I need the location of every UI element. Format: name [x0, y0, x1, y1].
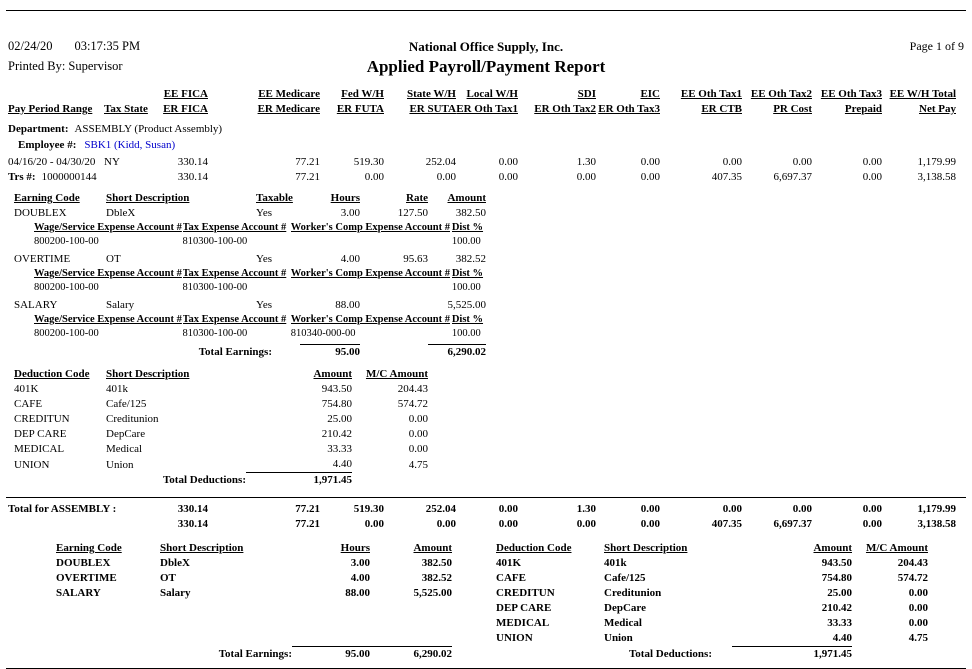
col-header-ee-fica: EE FICA — [163, 88, 208, 100]
expense-accounts — [14, 313, 486, 344]
summary-earnings-header — [56, 541, 452, 556]
er-fica-value: 330.14 — [177, 171, 208, 183]
prepaid-value: 0.00 — [862, 171, 882, 183]
department-total-row — [8, 517, 956, 532]
earning-code: SALARY — [14, 299, 58, 311]
amount-header: Amount — [447, 192, 486, 204]
deduction-row — [14, 442, 428, 457]
page-indicator: Page 1 of 9 — [909, 39, 964, 53]
deduction-desc: DepCare — [106, 428, 146, 440]
col-header-ee-oth-tax2: EE Oth Tax2 — [750, 88, 812, 100]
eic-value: 0.00 — [640, 156, 660, 168]
ee-oth-tax2-value: 0.00 — [792, 156, 812, 168]
expense-accounts — [14, 221, 486, 252]
earnings-header-row — [14, 191, 486, 206]
employee-line — [18, 138, 972, 153]
summary-earning-row — [56, 571, 452, 586]
earning-row — [14, 206, 486, 221]
deduction-desc: Creditunion — [106, 413, 159, 425]
deduction-code: UNION — [496, 632, 533, 644]
earnings-total-label: Total Earnings: — [198, 346, 272, 358]
total-ee-wh-total: 1,179.99 — [917, 503, 956, 515]
tax-header-row-1 — [8, 87, 956, 102]
department-value: ASSEMBLY (Product Assembly) — [74, 123, 223, 135]
deduction-amount: 33.33 — [327, 443, 352, 455]
dist-pct-header: Dist % — [451, 268, 484, 279]
earning-code: OVERTIME — [56, 572, 117, 584]
deduction-row — [14, 457, 428, 473]
pay-period-table — [8, 155, 956, 185]
short-description-header: Short Description — [160, 542, 244, 554]
col-header-ee-oth-tax1: EE Oth Tax1 — [680, 88, 742, 100]
earning-code-header: Earning Code — [56, 542, 122, 554]
wage-expense-header: Wage/Service Expense Account # — [34, 222, 182, 233]
tax-expense-header: Tax Expense Account # — [182, 314, 287, 325]
earning-code: OVERTIME — [14, 253, 71, 265]
dist-pct-value: 100.00 — [451, 282, 481, 293]
deduction-mc-amount: 0.00 — [908, 602, 928, 614]
deduction-desc: Union — [604, 632, 633, 644]
deductions-total-mc — [352, 473, 428, 489]
earning-desc: Salary — [160, 587, 191, 599]
earning-hours: 4.00 — [350, 572, 370, 584]
col-header-er-ctb: ER CTB — [701, 103, 742, 115]
deduction-mc-amount: 204.43 — [897, 557, 928, 569]
total-eic: 0.00 — [640, 503, 660, 515]
deduction-code: MEDICAL — [496, 617, 550, 629]
deduction-code: CAFE — [14, 398, 43, 410]
deduction-code: 401K — [496, 557, 522, 569]
deduction-amount: 754.80 — [321, 398, 352, 410]
deduction-row — [14, 427, 428, 442]
deduction-code: MEDICAL — [14, 443, 65, 455]
summary-deduction-row — [496, 571, 928, 586]
deduction-code: DEP CARE — [496, 602, 552, 614]
summary-earnings-spacer — [56, 601, 452, 646]
total-er-medicare: 77.21 — [295, 518, 320, 530]
col-header-pay-period-range: Pay Period Range — [8, 103, 93, 115]
deduction-amount: 943.50 — [821, 557, 852, 569]
earnings-detail-table — [14, 191, 486, 360]
tax-column-headers — [8, 87, 956, 117]
earnings-total-amount: 6,290.02 — [428, 345, 486, 361]
col-header-prepaid: Prepaid — [844, 103, 882, 115]
rate-header: Rate — [406, 192, 428, 204]
deduction-amount: 4.40 — [332, 458, 352, 470]
deduction-mc-amount: 574.72 — [897, 572, 928, 584]
wage-expense-account: 800200-100-00 — [34, 328, 99, 339]
deduction-mc-amount: 204.43 — [397, 383, 428, 395]
transaction-row — [8, 170, 956, 185]
col-header-pr-cost: PR Cost — [773, 103, 812, 115]
total-er-oth-tax1: 0.00 — [498, 518, 518, 530]
deductions-total-amount: 1,971.45 — [246, 473, 352, 489]
workers-comp-account — [291, 281, 452, 295]
deduction-desc: Medical — [106, 443, 143, 455]
dist-pct-header: Dist % — [451, 222, 484, 233]
deduction-mc-amount: 4.75 — [408, 458, 428, 471]
deduction-amount: 943.50 — [321, 383, 352, 395]
deduction-amount: 33.33 — [827, 617, 852, 629]
er-oth-tax3-value: 0.00 — [640, 171, 660, 183]
deduction-desc: 401k — [106, 383, 128, 395]
total-ee-oth-tax3: 0.00 — [862, 503, 882, 515]
er-ctb-value: 407.35 — [711, 171, 742, 183]
amount-header: Amount — [413, 542, 452, 554]
pay-period-row — [8, 155, 956, 170]
wage-expense-account: 800200-100-00 — [34, 282, 99, 293]
summary-section — [8, 541, 972, 662]
earning-hours: 4.00 — [340, 253, 360, 265]
department-total-label: Total for ASSEMBLY : — [8, 503, 117, 515]
earning-amount: 5,525.00 — [413, 587, 452, 599]
header-left — [8, 39, 258, 77]
net-pay-value: 3,138.58 — [917, 171, 956, 183]
earning-taxable: Yes — [256, 207, 273, 219]
summary-deductions — [496, 541, 928, 662]
employee-number-label: Employee #: — [18, 139, 77, 151]
earning-desc: DbleX — [106, 207, 136, 219]
summary-deductions-total-row — [496, 647, 928, 663]
earning-amount: 382.50 — [421, 557, 452, 569]
total-ee-oth-tax1: 0.00 — [722, 503, 742, 515]
earning-amount: 382.52 — [421, 572, 452, 584]
ee-medicare-value: 77.21 — [295, 156, 320, 168]
tax-expense-account: 810300-100-00 — [182, 236, 248, 247]
header-center — [258, 39, 714, 77]
earning-rate: 127.50 — [397, 207, 428, 219]
summary-earnings-total-label: Total Earnings: — [218, 648, 292, 660]
earning-desc: OT — [106, 253, 121, 265]
deduction-desc: Creditunion — [604, 587, 662, 599]
summary-deductions-header — [496, 541, 928, 556]
summary-earning-row — [56, 556, 452, 571]
mc-amount-header: M/C Amount — [365, 368, 428, 380]
total-ee-fica: 330.14 — [177, 503, 208, 515]
report-title: Applied Payroll/Payment Report — [366, 57, 606, 76]
expense-accounts — [14, 267, 486, 298]
total-er-suta: 0.00 — [436, 518, 456, 530]
deduction-desc: Medical — [604, 617, 642, 629]
deduction-row — [14, 412, 428, 427]
total-sdi: 1.30 — [576, 503, 596, 515]
earning-desc: DbleX — [160, 557, 190, 569]
er-medicare-value: 77.21 — [295, 171, 320, 183]
deduction-mc-amount: 574.72 — [397, 398, 428, 410]
ee-oth-tax3-value: 0.00 — [862, 156, 882, 168]
earning-amount: 382.52 — [455, 253, 486, 265]
summary-deductions-total-amount: 1,971.45 — [732, 647, 852, 663]
mc-amount-header: M/C Amount — [865, 542, 928, 554]
workers-comp-expense-header: Worker's Comp Expense Account # — [290, 314, 451, 325]
earning-code: DOUBLEX — [14, 207, 67, 219]
earnings-total-hours: 95.00 — [300, 345, 360, 361]
deduction-mc-amount: 0.00 — [408, 413, 428, 425]
expense-account-values — [34, 281, 486, 295]
department-totals-table — [8, 502, 956, 532]
tax-expense-account: 810300-100-00 — [182, 328, 248, 339]
deduction-desc: DepCare — [604, 602, 646, 614]
short-description-header: Short Description — [106, 192, 190, 204]
col-header-tax-state: Tax State — [104, 103, 148, 115]
deduction-code-header: Deduction Code — [496, 542, 572, 554]
deduction-row — [14, 397, 428, 412]
state-wh-value: 252.04 — [425, 156, 456, 168]
deduction-amount: 754.80 — [821, 572, 852, 584]
col-header-eic: EIC — [640, 88, 660, 100]
total-local-wh: 0.00 — [498, 503, 518, 515]
total-er-oth-tax3: 0.00 — [640, 518, 660, 530]
deduction-desc: Cafe/125 — [604, 572, 646, 584]
er-oth-tax2-value: 0.00 — [576, 171, 596, 183]
col-header-er-futa: ER FUTA — [336, 103, 384, 115]
total-ee-oth-tax2: 0.00 — [792, 503, 812, 515]
summary-deductions-total-label: Total Deductions: — [628, 648, 712, 660]
department-label: Department: — [8, 123, 69, 135]
expense-accounts-row — [14, 221, 486, 252]
deduction-mc-amount: 4.75 — [908, 632, 928, 644]
expense-account-headers — [34, 221, 486, 235]
report-time: 03:17:35 PM — [74, 39, 141, 53]
earning-desc: OT — [160, 572, 176, 584]
local-wh-value: 0.00 — [498, 156, 518, 168]
deduction-code: CREDITUN — [496, 587, 555, 599]
expense-accounts-row — [14, 267, 486, 298]
earning-amount: 382.50 — [455, 207, 486, 219]
total-er-fica: 330.14 — [177, 518, 208, 530]
er-suta-value: 0.00 — [436, 171, 456, 183]
employee-link[interactable]: SBK1 (Kidd, Susan) — [84, 139, 176, 151]
department-total-row — [8, 502, 956, 517]
col-header-er-oth-tax1: ER Oth Tax1 — [456, 103, 518, 115]
trs-number: 1000000144 — [41, 171, 97, 183]
expense-account-values — [34, 327, 486, 341]
earning-code-header: Earning Code — [14, 192, 80, 204]
earning-hours: 3.00 — [340, 207, 360, 219]
summary-earnings-total-amount: 6,290.02 — [370, 647, 452, 663]
summary-deduction-row — [496, 601, 928, 616]
col-header-fed-wh: Fed W/H — [341, 88, 384, 100]
deductions-detail-table — [14, 367, 428, 488]
wage-expense-account: 800200-100-00 — [34, 236, 99, 247]
deduction-code: CREDITUN — [14, 413, 70, 425]
earning-taxable: Yes — [256, 299, 273, 311]
col-header-state-wh: State W/H — [407, 88, 456, 100]
total-net-pay: 3,138.58 — [917, 518, 956, 530]
short-description-header: Short Description — [604, 542, 688, 554]
hours-header: Hours — [340, 542, 370, 554]
tax-expense-account: 810300-100-00 — [182, 282, 248, 293]
earning-taxable: Yes — [256, 253, 273, 265]
expense-accounts-row — [14, 313, 486, 345]
deduction-mc-amount: 0.00 — [908, 587, 928, 599]
col-header-er-suta: ER SUTA — [409, 103, 456, 115]
report-header — [0, 11, 972, 77]
total-ee-medicare: 77.21 — [295, 503, 320, 515]
earning-code: SALARY — [56, 587, 101, 599]
earning-amount: 5,525.00 — [447, 299, 486, 311]
total-pr-cost: 6,697.37 — [773, 518, 812, 530]
total-state-wh: 252.04 — [425, 503, 456, 515]
ee-fica-value: 330.14 — [177, 156, 208, 168]
deduction-row — [14, 382, 428, 397]
sdi-value: 1.30 — [576, 156, 596, 168]
earning-code: DOUBLEX — [56, 557, 111, 569]
report-date: 02/24/20 — [8, 39, 53, 53]
pay-period-range: 04/16/20 - 04/30/20 — [8, 156, 96, 168]
deductions-header-row — [14, 367, 428, 382]
tax-state: NY — [104, 156, 120, 168]
fed-wh-value: 519.30 — [353, 156, 384, 168]
deduction-amount: 210.42 — [321, 428, 352, 440]
col-header-net-pay: Net Pay — [919, 103, 956, 115]
taxable-header: Taxable — [256, 192, 293, 204]
deduction-code-header: Deduction Code — [14, 368, 90, 380]
er-oth-tax1-value: 0.00 — [498, 171, 518, 183]
wage-expense-header: Wage/Service Expense Account # — [34, 314, 182, 325]
deduction-amount: 210.42 — [821, 602, 852, 614]
deduction-amount: 25.00 — [827, 587, 852, 599]
trs-number-cell — [8, 170, 104, 185]
deduction-code: CAFE — [496, 572, 526, 584]
expense-account-headers — [34, 267, 486, 281]
deduction-desc: Union — [106, 458, 134, 471]
col-header-ee-wh-total: EE W/H Total — [889, 88, 956, 100]
tax-expense-header: Tax Expense Account # — [182, 268, 287, 279]
col-header-local-wh: Local W/H — [466, 88, 518, 100]
workers-comp-expense-header: Worker's Comp Expense Account # — [290, 268, 451, 279]
deduction-desc: Cafe/125 — [106, 398, 147, 410]
deduction-code: UNION — [14, 458, 50, 471]
department-line — [8, 122, 972, 137]
deduction-desc: 401k — [604, 557, 627, 569]
earning-rate — [360, 298, 428, 313]
deduction-code: 401K — [14, 383, 39, 395]
deduction-mc-amount: 0.00 — [408, 428, 428, 440]
col-header-er-oth-tax3: ER Oth Tax3 — [598, 103, 660, 115]
summary-deduction-row — [496, 616, 928, 631]
deduction-amount: 4.40 — [832, 632, 852, 644]
amount-header: Amount — [313, 368, 352, 380]
ee-oth-tax1-value: 0.00 — [722, 156, 742, 168]
col-header-er-medicare: ER Medicare — [257, 103, 320, 115]
deductions-total-label: Total Deductions: — [162, 474, 246, 486]
total-er-oth-tax2: 0.00 — [576, 518, 596, 530]
deductions-total-row — [14, 473, 428, 489]
expense-account-headers — [34, 313, 486, 327]
workers-comp-account: 810340-000-00 — [290, 328, 356, 339]
tax-expense-header: Tax Expense Account # — [182, 222, 287, 233]
summary-earnings — [56, 541, 452, 662]
printed-by: Printed By: Supervisor — [8, 59, 123, 73]
tax-header-row-2 — [8, 102, 956, 117]
deduction-amount: 25.00 — [327, 413, 352, 425]
earning-row — [14, 252, 486, 267]
ee-wh-total-value: 1,179.99 — [917, 156, 956, 168]
trs-label: Trs #: — [8, 171, 36, 183]
dist-pct-value: 100.00 — [451, 328, 481, 339]
summary-earnings-total-row — [56, 647, 452, 663]
expense-account-values — [34, 235, 486, 249]
col-header-er-fica: ER FICA — [163, 103, 208, 115]
pr-cost-value: 6,697.37 — [773, 171, 812, 183]
amount-header: Amount — [813, 542, 852, 554]
short-description-header: Short Description — [106, 368, 190, 380]
earning-desc: Salary — [106, 299, 135, 311]
er-futa-value: 0.00 — [364, 171, 384, 183]
earning-rate: 95.63 — [403, 253, 428, 265]
col-header-sdi: SDI — [577, 88, 596, 100]
total-er-futa: 0.00 — [364, 518, 384, 530]
report-datetime — [8, 39, 258, 54]
total-er-ctb: 407.35 — [711, 518, 742, 530]
workers-comp-account — [291, 235, 452, 249]
col-header-ee-oth-tax3: EE Oth Tax3 — [820, 88, 882, 100]
dist-pct-value: 100.00 — [451, 236, 481, 247]
summary-deduction-row — [496, 586, 928, 601]
assembly-total-rule — [6, 497, 966, 498]
total-prepaid: 0.00 — [862, 518, 882, 530]
summary-earning-row — [56, 586, 452, 601]
summary-deduction-row — [496, 556, 928, 571]
col-header-ee-medicare: EE Medicare — [258, 88, 320, 100]
deduction-mc-amount: 0.00 — [408, 443, 428, 455]
dist-pct-header: Dist % — [451, 314, 484, 325]
earning-hours: 88.00 — [345, 587, 370, 599]
hours-header: Hours — [330, 192, 360, 204]
deduction-code: DEP CARE — [14, 428, 67, 440]
earnings-total-row — [14, 345, 486, 361]
company-name: National Office Supply, Inc. — [408, 39, 564, 54]
total-fed-wh: 519.30 — [353, 503, 384, 515]
earning-row — [14, 298, 486, 313]
summary-deduction-row — [496, 631, 928, 646]
deduction-mc-amount: 0.00 — [908, 617, 928, 629]
wage-expense-header: Wage/Service Expense Account # — [34, 268, 182, 279]
earning-hours: 3.00 — [350, 557, 370, 569]
workers-comp-expense-header: Worker's Comp Expense Account # — [290, 222, 451, 233]
summary-earnings-total-hours: 95.00 — [292, 647, 370, 663]
col-header-er-oth-tax2: ER Oth Tax2 — [534, 103, 596, 115]
earning-hours: 88.00 — [335, 299, 360, 311]
